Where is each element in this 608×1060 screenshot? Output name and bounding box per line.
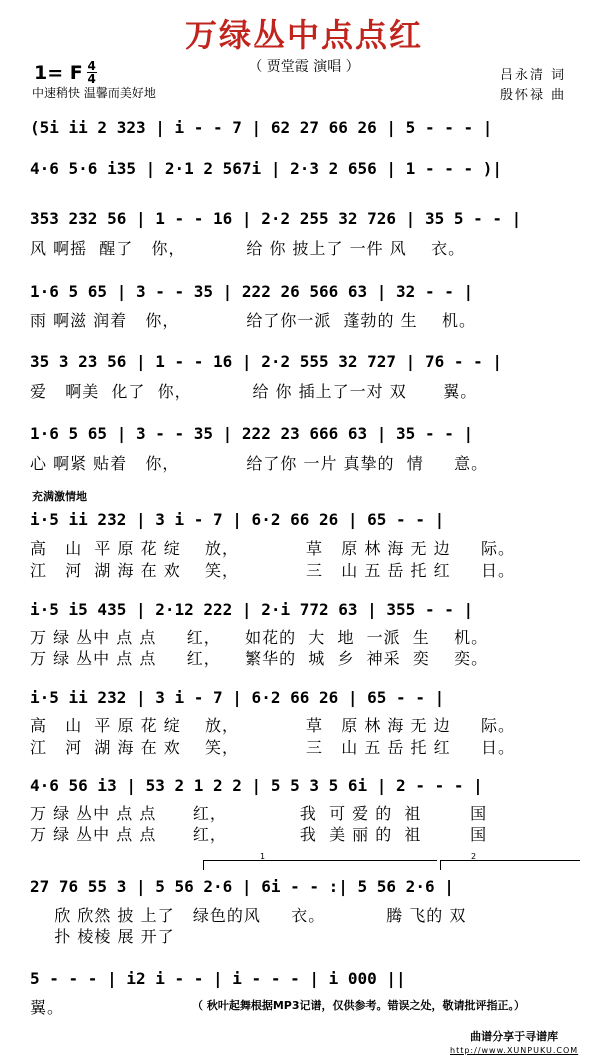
site-name: 曲谱分享于寻谱库 [470, 1030, 559, 1043]
notes-line: 5 - - - | i2 i - - | i - - - | i 000 || [30, 968, 406, 988]
key-label: 1= F [34, 61, 83, 84]
notes-line: (5i ii 2 323 | i - - 7 | 62 27 66 26 | 5 - - - | [30, 117, 493, 137]
lyrics-line: 万 绿 丛中 点 点 红， 我 美 丽 的 祖 国 [30, 825, 488, 844]
composer-credit: 殷怀禄 曲 [500, 88, 567, 103]
staff-row-1 [30, 114, 578, 140]
staff-row-5 [30, 348, 578, 374]
staff-row-2 [30, 155, 578, 181]
key-signature [34, 60, 97, 85]
lyricist-credit: 吕永清 词 [500, 68, 567, 83]
notes-line: i·5 ii 232 | 3 i - 7 | 6·2 66 26 | 65 - - | [30, 687, 445, 707]
notes-line: 1·6 5 65 | 3 - - 35 | 222 23 666 63 | 35 - - | [30, 423, 474, 443]
lyrics-line: 心 啊紧 贴着 你， 给了你 一片 真挚的 情 意。 [30, 454, 489, 473]
singer-credit: （ 贾堂霞 演唱 ） [248, 59, 360, 75]
staff-row-11 [30, 873, 578, 899]
staff-row-7 [30, 506, 578, 532]
footnote: （ 秋叶起舞根据MP3记谱，仅供参考。错误之处，敬请批评指正。） [192, 999, 525, 1012]
staff-row-12 [30, 965, 578, 991]
staff-row-4 [30, 278, 578, 304]
staff-row-9 [30, 684, 578, 710]
lyrics-line: 万 绿 丛中 点 点 红， 繁华的 城 乡 神采 奕 奕。 [30, 649, 489, 668]
lyrics-line: 万 绿 丛中 点 点 红， 如花的 大 地 一派 生 机。 [30, 628, 489, 647]
song-title: 万绿丛中点点红 [184, 16, 423, 54]
volta-bracket-2 [440, 852, 580, 870]
lyrics-line: 高 山 平 原 花 绽 放， 草 原 林 海 无 边 际。 [30, 716, 516, 735]
time-signature [87, 60, 97, 85]
lyrics-line: 欣 欣然 披 上了 绿色的风 衣。 腾 飞的 双 [30, 906, 467, 925]
notes-line: 27 76 55 3 | 5 56 2·6 | 6i - - :| 5 56 2·6 | [30, 876, 454, 896]
emotion-marking: 充满激情地 [32, 490, 87, 503]
lyrics-line: 江 河 湖 海 在 欢 笑， 三 山 五 岳 托 红 日。 [30, 738, 516, 757]
site-branding [450, 1028, 578, 1055]
notes-line: i·5 ii 232 | 3 i - 7 | 6·2 66 26 | 65 - - | [30, 509, 445, 529]
notes-line: 353 232 56 | 1 - - 16 | 2·2 255 32 726 | 35 5 - - | [30, 208, 522, 228]
site-url-link[interactable]: http://www.XUNPUKU.COM [450, 1046, 579, 1055]
lyrics-line: 风 啊摇 醒了 你， 给 你 披上了 一件 风 衣。 [30, 239, 466, 258]
volta-bracket-1 [203, 852, 437, 870]
lyrics-line: 爱 啊美 化了 你， 给 你 插上了一对 双 翼。 [30, 382, 478, 401]
volta-number: 1 [260, 852, 266, 861]
notes-line: 35 3 23 56 | 1 - - 16 | 2·2 555 32 727 | 76 - - | [30, 351, 503, 371]
lyrics-line: 江 河 湖 海 在 欢 笑， 三 山 五 岳 托 红 日。 [30, 561, 516, 580]
staff-row-8 [30, 596, 578, 622]
lyrics-line: 翼。 [30, 998, 65, 1017]
notes-line: 1·6 5 65 | 3 - - 35 | 222 26 566 63 | 32 - - | [30, 281, 474, 301]
lyrics-line: 雨 啊滋 润着 你， 给了你一派 蓬勃的 生 机。 [30, 311, 476, 330]
staff-row-3 [30, 205, 578, 231]
volta-number: 2 [471, 852, 477, 861]
staff-row-10 [30, 772, 578, 798]
time-top: 4 [87, 59, 96, 73]
notes-line: 4·6 56 i3 | 53 2 1 2 2 | 5 5 3 5 6i | 2 - - - | [30, 775, 483, 795]
tempo-marking: 中速稍快 温馨而美好地 [32, 86, 156, 100]
lyrics-line: 高 山 平 原 花 绽 放， 草 原 林 海 无 边 际。 [30, 539, 516, 558]
notes-line: i·5 i5 435 | 2·12 222 | 2·i 772 63 | 355 - - | [30, 599, 474, 619]
time-bottom: 4 [87, 72, 96, 86]
lyrics-line: 扑 棱棱 展 开了 [30, 927, 175, 946]
notes-line: 4·6 5·6 i35 | 2·1 2 567i | 2·3 2 656 | 1 - - - )| [30, 158, 503, 178]
lyrics-line: 万 绿 丛中 点 点 红， 我 可 爱 的 祖 国 [30, 804, 488, 823]
staff-row-6 [30, 420, 578, 446]
